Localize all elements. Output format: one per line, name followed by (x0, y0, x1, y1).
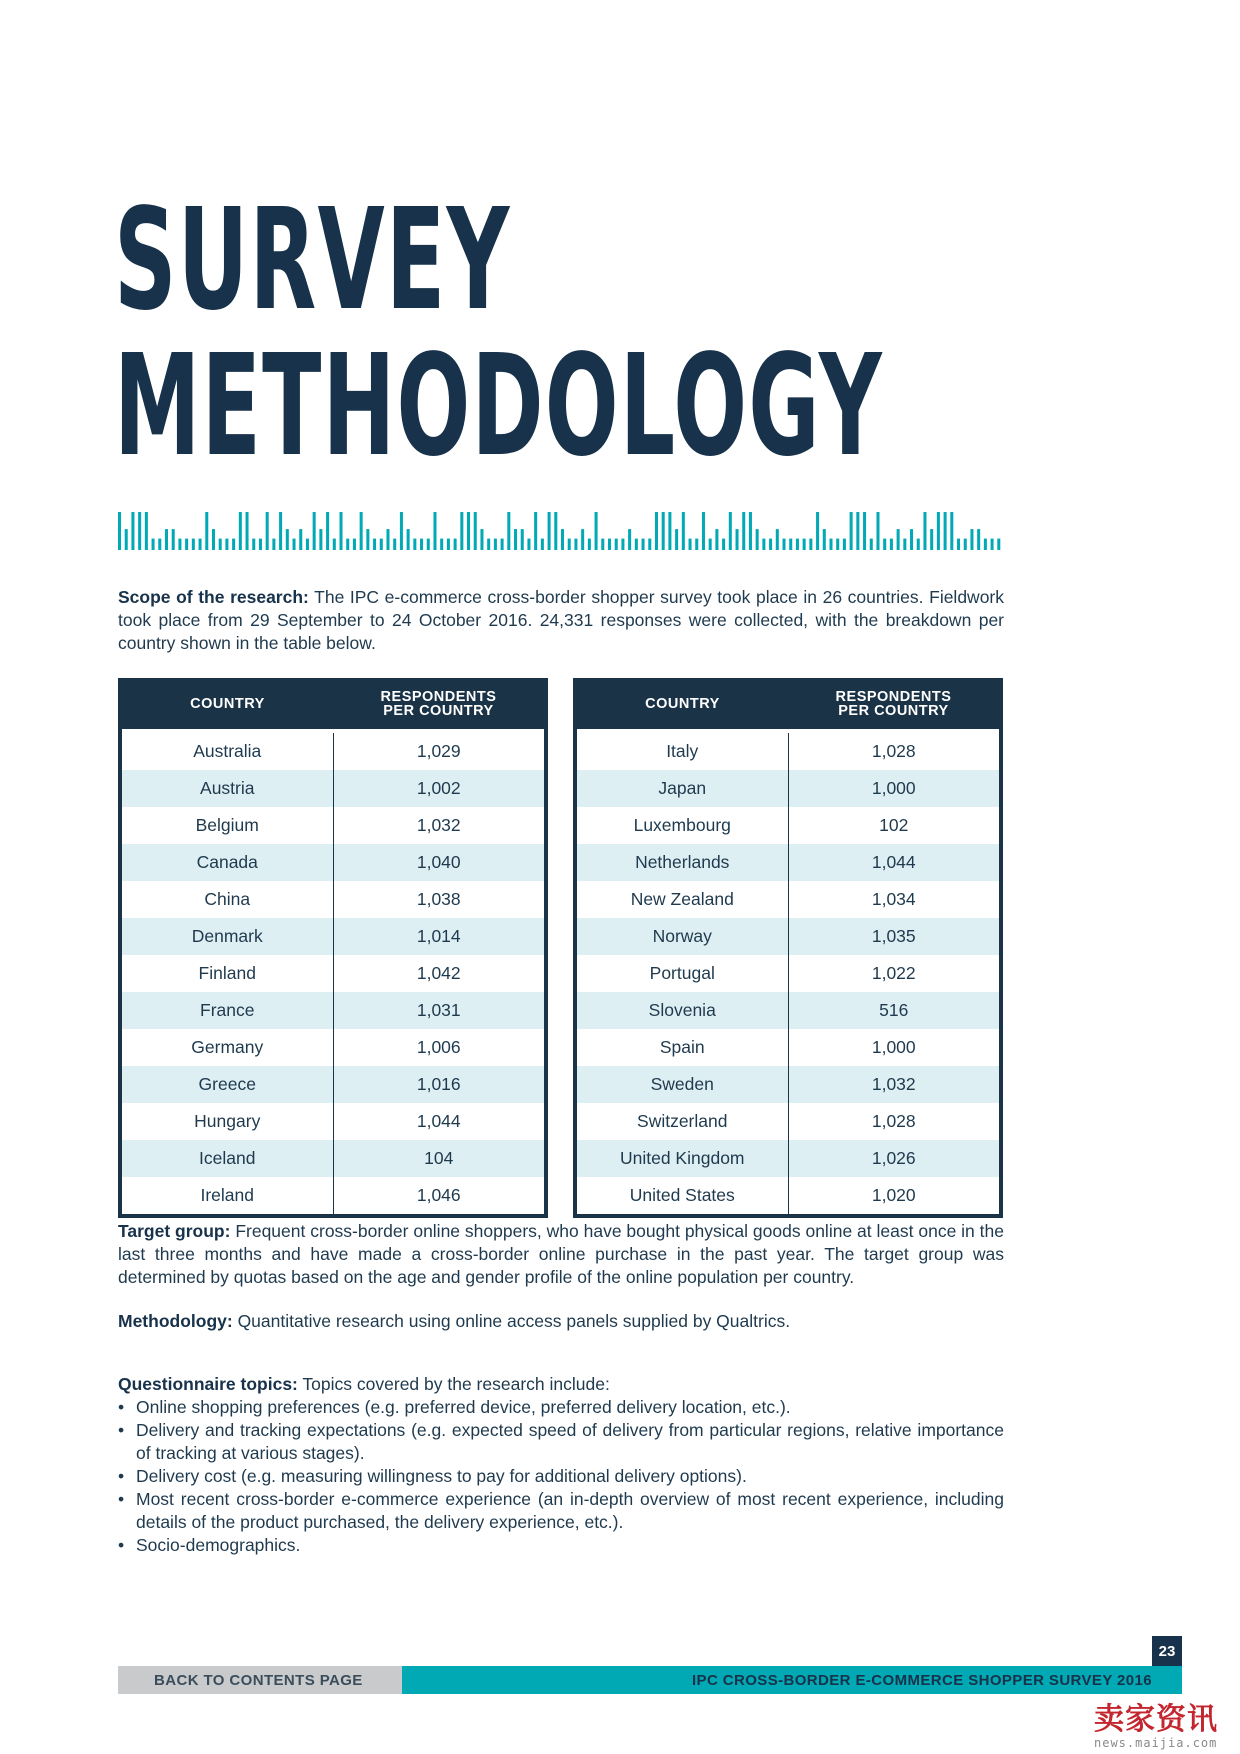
respondents-table-left (118, 678, 548, 1218)
title-line-1: SURVEY (114, 179, 511, 342)
table-header (122, 678, 544, 729)
country-cell: Canada (122, 844, 334, 881)
respondents-cell: 1,002 (416, 778, 461, 798)
country-cell: Hungary (122, 1103, 334, 1140)
respondents-cell: 1,035 (871, 926, 916, 946)
table-row (577, 992, 999, 1029)
country-cell: China (122, 881, 334, 918)
respondents-table-right (573, 678, 1003, 1218)
table-row (577, 955, 999, 992)
country-cell: Netherlands (577, 844, 789, 881)
respondents-cell: 1,016 (416, 1074, 461, 1094)
country-cell: Luxembourg (577, 807, 789, 844)
table-row (577, 1177, 999, 1214)
country-cell: Germany (122, 1029, 334, 1066)
respondents-cell: 1,028 (871, 1111, 916, 1131)
page-number: 23 (1152, 1636, 1182, 1666)
country-cell: France (122, 992, 334, 1029)
watermark-url: news.maijia.com (1094, 1736, 1218, 1750)
respondents-cell: 1,032 (871, 1074, 916, 1094)
table-row (577, 807, 999, 844)
topics-list (118, 1396, 1004, 1557)
header-country: COUNTRY (190, 695, 265, 712)
scope-paragraph (118, 586, 1004, 655)
country-cell: Austria (122, 770, 334, 807)
table-row (122, 992, 544, 1029)
table-row (577, 918, 999, 955)
respondents-cell: 102 (879, 815, 909, 835)
country-cell: Australia (122, 733, 334, 770)
respondents-cell: 1,020 (871, 1185, 916, 1205)
header-respondents: RESPONDENTS PER COUNTRY (835, 688, 952, 719)
country-cell: United Kingdom (577, 1140, 789, 1177)
methodology-text: Quantitative research using online access panels supplied by Qualtrics. (232, 1311, 791, 1331)
target-group-text: Frequent cross-border online shoppers, who have bought physical goods online at least once in the last three months and have made a cross-border online purchase in the past year. The target group was determined by quotas based on the age and gender profile of the online population per country. (118, 1221, 1004, 1287)
respondents-cell: 1,042 (416, 963, 461, 983)
country-cell: Switzerland (577, 1103, 789, 1140)
report-title-bar: IPC CROSS-BORDER E-COMMERCE SHOPPER SURVEY 2016 (402, 1666, 1182, 1694)
respondents-cell: 1,022 (871, 963, 916, 983)
table-row (122, 1066, 544, 1103)
table-row (577, 733, 999, 770)
table-row (122, 807, 544, 844)
table-row (122, 918, 544, 955)
respondents-cell: 1,038 (416, 889, 461, 909)
list-item: • Delivery cost (e.g. measuring willingness to pay for additional delivery options). (118, 1465, 1004, 1488)
country-cell: Italy (577, 733, 789, 770)
country-cell: Spain (577, 1029, 789, 1066)
target-group-label: Target group: (118, 1221, 231, 1241)
table-row (577, 881, 999, 918)
table-row (122, 881, 544, 918)
table-row (122, 1103, 544, 1140)
respondents-cell: 1,014 (416, 926, 461, 946)
country-cell: Iceland (122, 1140, 334, 1177)
table-header (577, 678, 999, 729)
country-cell: United States (577, 1177, 789, 1214)
country-cell: Slovenia (577, 992, 789, 1029)
country-cell: Greece (122, 1066, 334, 1103)
respondents-cell: 1,044 (416, 1111, 461, 1131)
respondents-cell: 1,006 (416, 1037, 461, 1057)
header-respondents: RESPONDENTS PER COUNTRY (380, 688, 497, 719)
respondents-cell: 1,031 (416, 1000, 461, 1020)
table-row (122, 955, 544, 992)
table-row (122, 844, 544, 881)
table-row (577, 1140, 999, 1177)
respondents-cell: 1,034 (871, 889, 916, 909)
watermark-logo (1094, 1704, 1240, 1752)
table-row (577, 770, 999, 807)
target-group-paragraph (118, 1220, 1004, 1289)
country-cell: Portugal (577, 955, 789, 992)
table-row (577, 1103, 999, 1140)
table-row (122, 770, 544, 807)
country-cell: Norway (577, 918, 789, 955)
respondents-cell: 1,000 (871, 1037, 916, 1057)
topics-label: Questionnaire topics: (118, 1374, 298, 1394)
country-cell: Japan (577, 770, 789, 807)
decorative-barcode-divider (118, 510, 1004, 550)
list-item: • Delivery and tracking expectations (e.g. expected speed of delivery from particular regions, relative importance of tracking at various stages). (118, 1419, 1004, 1465)
table-row (122, 733, 544, 770)
table-row (577, 1066, 999, 1103)
topics-paragraph (118, 1373, 1004, 1396)
respondents-cell: 1,046 (416, 1185, 461, 1205)
table-body (577, 729, 999, 1214)
watermark-text: 卖家资讯 (1094, 1702, 1218, 1737)
country-cell: New Zealand (577, 881, 789, 918)
respondents-cell: 104 (424, 1148, 454, 1168)
country-cell: Sweden (577, 1066, 789, 1103)
methodology-label: Methodology: (118, 1311, 233, 1331)
table-body (122, 729, 544, 1214)
respondents-cell: 1,044 (871, 852, 916, 872)
methodology-paragraph (118, 1310, 1004, 1333)
table-row (577, 844, 999, 881)
scope-label: Scope of the research: (118, 587, 309, 607)
country-cell: Ireland (122, 1177, 334, 1214)
respondents-cell: 1,040 (416, 852, 461, 872)
table-row (122, 1177, 544, 1214)
table-row (122, 1140, 544, 1177)
table-row (122, 1029, 544, 1066)
topics-text: Topics covered by the research include: (297, 1374, 610, 1394)
list-item: • Online shopping preferences (e.g. preferred device, preferred delivery location, etc.). (118, 1396, 1004, 1419)
page-title (114, 179, 883, 488)
respondents-cell: 1,032 (416, 815, 461, 835)
respondents-cell: 516 (879, 1000, 909, 1020)
respondents-cell: 1,000 (871, 778, 916, 798)
header-country: COUNTRY (645, 695, 720, 712)
respondents-cell: 1,029 (416, 741, 461, 761)
back-to-contents-link[interactable]: BACK TO CONTENTS PAGE (118, 1666, 402, 1694)
list-item: • Most recent cross-border e-commerce experience (an in-depth overview of most recent experience, including details of the product purchased, the delivery experience, etc.). (118, 1488, 1004, 1534)
respondents-cell: 1,028 (871, 741, 916, 761)
country-cell: Finland (122, 955, 334, 992)
respondents-cell: 1,026 (871, 1148, 916, 1168)
title-line-2: METHODOLOGY (114, 325, 883, 488)
country-cell: Belgium (122, 807, 334, 844)
list-item: • Socio-demographics. (118, 1534, 1004, 1557)
country-cell: Denmark (122, 918, 334, 955)
scope-text: The IPC e-commerce cross-border shopper survey took place in 26 countries. Fieldwork took place from 29 September to 24 October 2016. 24,331 responses were collected, with the breakdown per country shown in the table below. (118, 587, 1005, 653)
table-row (577, 1029, 999, 1066)
